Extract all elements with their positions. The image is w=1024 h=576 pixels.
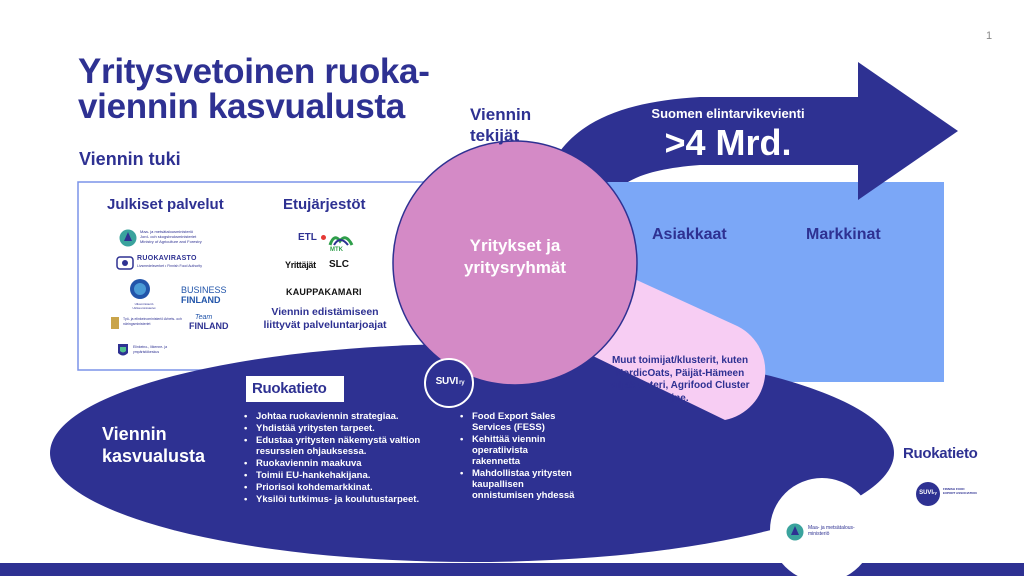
tem-text: Työ- ja elinkeinoministeriö Arbets- och näringsministeriet [123,317,182,326]
right-suvi-logo [916,482,976,508]
kasvualusta-line1: Viennin [102,424,167,444]
ruokavirasto-sub: Livsmedelsverket • Finnish Food Authority [137,264,203,268]
tekijat-line2: tekijät [470,126,520,145]
bottom-strip [0,563,1024,576]
yritykset-label [420,235,610,279]
arrow-subtitle: Suomen elintarvikevienti [651,106,805,121]
markkinat-label: Markkinat [806,226,881,243]
circle-line1: Yritykset ja [469,236,561,255]
business-finland-line1: BUSINESS [181,285,227,295]
ely-logo [116,343,186,359]
tekijat-line1: Viennin [470,105,532,124]
mtk-logo [327,231,355,257]
mtk-emblem-icon [328,231,354,247]
team-finland-line1: Team [195,314,213,321]
ruokavirasto-logo [116,254,226,272]
suvi-bullets [458,411,578,502]
julkiset-heading: Julkiset palvelut [107,196,224,213]
etujarjestot-heading: Etujärjestöt [283,196,366,213]
kasvualusta-line2: kasvualusta [102,446,206,466]
ely-text: Elinkeino-, liikenne- ja ympäristökeskus [133,345,168,354]
ulkoministerio-text: Ulkoministeriö Utrikesministeriet [132,302,156,310]
page-title [78,54,430,124]
business-finland-logo [181,285,227,305]
slc-logo: SLC [329,259,349,270]
globe-emblem-icon [129,278,151,300]
ruokatieto-bullet: • Toimii EU-hankehakijana. [242,470,442,481]
business-finland-line2: FINLAND [181,295,221,305]
ruokavirasto-name: RUOKAVIRASTO [137,255,197,262]
suvi-logo [428,376,472,387]
right-suvi-name: SUVI [919,490,934,496]
suvi-ry-text: ry [459,380,465,386]
right-suvi-sub: FINNISH FOOD EXPORT ASSOCIATION [943,487,977,495]
tem-logo [110,316,180,330]
lion-emblem-icon [110,316,120,330]
mmm-logo-text: Maa- ja metsätalousministeriö Jord- och skogsbruksministeriet Ministry of Agriculture and Forestry [140,229,202,244]
kauppakamari-logo: KAUPPAKAMARI [286,287,362,297]
suvi-bullet: • Food Export Sales Services (FESS) [458,411,578,433]
export-value: >4 Mrd. [664,122,792,163]
ruokatieto-bullets [242,411,442,506]
ely-emblem-icon [116,343,130,358]
ruokatieto-bullet: • Priorisoi kohdemarkkinat. [242,482,442,493]
muut-toimijat-text: Muut toimijat/klusterit, kuten NordicOats, Päijät-Hämeen viljaklusteri, Agrifood Cluster jne. [610,355,750,404]
right-ruokatieto-logo: Ruokatieto [903,445,978,462]
title-line-1: Yritysvetoinen ruoka- [78,52,430,91]
mtk-text: MTK [330,247,343,253]
suvi-text: SUVI [435,376,459,387]
title-line-2: viennin kasvualusta [78,87,405,126]
ulkoministerio-logo [123,278,163,312]
etl-dot-icon [321,235,326,240]
ruokatieto-logo-box [246,376,344,402]
ruokatieto-logo: Ruokatieto [252,380,327,397]
right-mmm-logo [786,522,866,542]
etl-text: ETL [298,232,317,243]
team-finland-line2: FINLAND [189,321,229,331]
suvi-bullet: • Mahdollistaa yritysten kaupallisen onnistumisen yhdessä [458,468,578,501]
mmm-emblem-icon [119,228,137,248]
ruokatieto-bullet: • Ruokaviennin maakuva [242,458,442,469]
right-mmm-emblem-icon [786,522,804,542]
right-mmm-text: Maa- ja metsätalous-ministeriö [808,525,855,537]
kasvualusta-label [102,423,205,467]
ruokavirasto-emblem-icon [116,254,134,270]
viennin-tuki-label: Viennin tuki [79,149,181,169]
right-suvi-text [917,490,939,496]
ruokatieto-bullet: • Yksilöi tutkimus- ja koulutustarpeet. [242,494,442,505]
suvi-bullet: • Kehittää viennin operatiivista rakennetta [458,434,578,467]
ruokatieto-bullet: • Johtaa ruokaviennin strategiaa. [242,411,442,422]
yrittajat-logo: Yrittäjät [285,260,316,270]
viennin-tekijat-label [470,104,531,146]
page-number: 1 [986,30,993,42]
ruokatieto-bullet: • Yhdistää yritysten tarpeet. [242,423,442,434]
etl-logo [298,232,326,243]
palveluntarjoajat-text: Viennin edistämiseen liittyvät palveluntarjoajat [263,306,387,331]
ruokatieto-bullet: • Edustaa yritysten näkemystä valtion resurssien ohjauksessa. [242,435,442,457]
right-suvi-ry: ry [933,490,937,495]
circle-line2: yritysryhmät [463,258,567,277]
mmm-logo [119,228,201,250]
team-finland-logo [189,313,229,331]
asiakkaat-label: Asiakkaat [652,226,727,243]
